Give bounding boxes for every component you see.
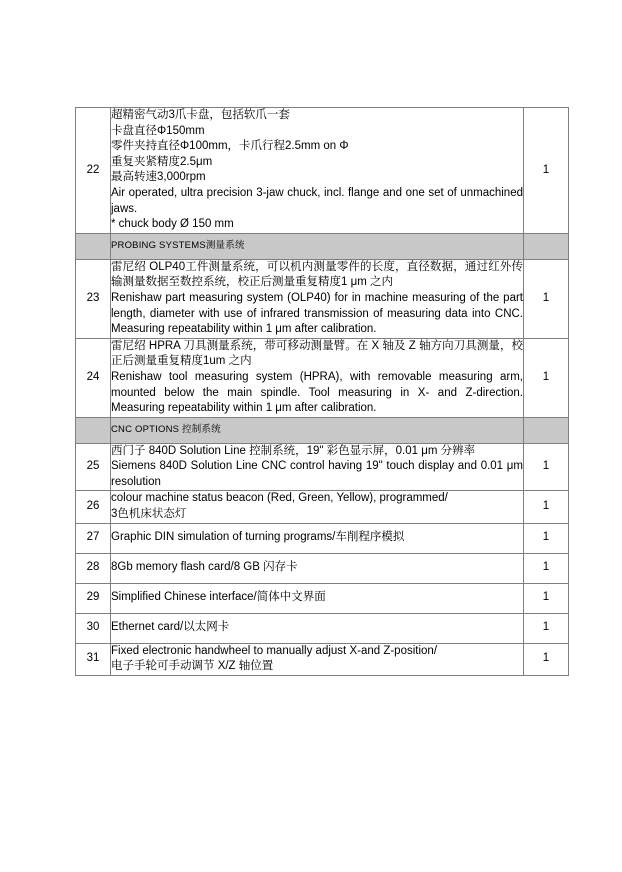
description-line: 雷尼绍 OLP40工件测量系统，可以机内测量零件的长度，直径数据，通过红外传输测量数据至数控系统，校正后测量重复精度1 μm 之内 bbox=[111, 260, 523, 289]
description-line: * chuck body Ø 150 mm bbox=[111, 218, 234, 231]
item-description-cell bbox=[111, 443, 524, 491]
item-row bbox=[76, 443, 569, 491]
item-number-cell: 23 bbox=[76, 259, 111, 338]
item-description-cell bbox=[111, 523, 524, 553]
item-description-cell bbox=[111, 583, 524, 613]
description-line: 最高转速3,000rpm bbox=[111, 171, 206, 184]
description-line: Ethernet card/以太网卡 bbox=[111, 621, 230, 634]
item-number-cell bbox=[76, 417, 111, 443]
item-row bbox=[76, 338, 569, 417]
description-line: 零件夹持直径Φ100mm，卡爪行程2.5mm on Φ bbox=[111, 140, 349, 153]
description-line: 超精密气动3爪卡盘，包括软爪一套 bbox=[111, 109, 290, 121]
description-line: 重复夹紧精度2.5μm bbox=[111, 155, 213, 168]
item-row bbox=[76, 643, 569, 675]
item-number-cell bbox=[76, 233, 111, 259]
item-row bbox=[76, 613, 569, 643]
item-number-cell: 31 bbox=[76, 643, 111, 675]
item-qty-cell bbox=[524, 233, 569, 259]
description-line: Simplified Chinese interface/简体中文界面 bbox=[111, 591, 326, 604]
item-number-cell: 24 bbox=[76, 338, 111, 417]
item-number-cell: 28 bbox=[76, 553, 111, 583]
description-line: 8Gb memory flash card/8 GB 闪存卡 bbox=[111, 561, 298, 574]
description-line: 电子手轮可手动调节 X/Z 轴位置 bbox=[111, 660, 274, 673]
description-line: 3色机床状态灯 bbox=[111, 508, 187, 521]
item-qty-cell: 1 bbox=[524, 108, 569, 234]
description-line: 西门子 840D Solution Line 控制系统，19" 彩色显示屏，0.01 μm 分辨率 bbox=[111, 444, 476, 457]
description-line: Renishaw tool measuring system (HPRA), with removable measuring arm, mounted below the main spindle. Tool measuring in X- and Z-direction. Measuring repeatability within 1 μm after calibration. bbox=[111, 370, 523, 415]
description-line: Graphic DIN simulation of turning programs/车削程序模拟 bbox=[111, 531, 405, 544]
description-line: Fixed electronic handwheel to manually adjust X-and Z-position/ bbox=[111, 644, 438, 657]
description-line: colour machine status beacon (Red, Green, Yellow), programmed/ bbox=[111, 492, 448, 505]
item-description-cell bbox=[111, 491, 524, 523]
item-row bbox=[76, 553, 569, 583]
section-title-cell: PROBING SYSTEMS测量系统 bbox=[111, 233, 524, 259]
spec-table-body bbox=[76, 108, 569, 676]
item-description-cell bbox=[111, 613, 524, 643]
item-description-cell bbox=[111, 553, 524, 583]
description-line: 雷尼绍 HPRA 刀具测量系统，带可移动测量臂。在 X 轴及 Z 轴方向刀具测量，校正后测量重复精度1um 之内 bbox=[111, 339, 523, 368]
item-description-cell bbox=[111, 259, 524, 338]
item-qty-cell: 1 bbox=[524, 523, 569, 553]
section-header-row bbox=[76, 417, 569, 443]
item-qty-cell: 1 bbox=[524, 613, 569, 643]
item-qty-cell: 1 bbox=[524, 259, 569, 338]
item-qty-cell: 1 bbox=[524, 553, 569, 583]
item-number-cell: 22 bbox=[76, 108, 111, 234]
item-description-cell bbox=[111, 643, 524, 675]
item-number-cell: 26 bbox=[76, 491, 111, 523]
section-header-row bbox=[76, 233, 569, 259]
item-qty-cell: 1 bbox=[524, 643, 569, 675]
section-title-cell: CNC OPTIONS 控制系统 bbox=[111, 417, 524, 443]
item-row bbox=[76, 583, 569, 613]
item-number-cell: 25 bbox=[76, 443, 111, 491]
description-line: Air operated, ultra precision 3-jaw chuck, incl. flange and one set of unmachined jaws. bbox=[111, 186, 523, 215]
spec-table bbox=[75, 107, 569, 676]
item-row bbox=[76, 491, 569, 523]
item-qty-cell: 1 bbox=[524, 583, 569, 613]
item-row bbox=[76, 108, 569, 234]
item-description-cell bbox=[111, 338, 524, 417]
item-description-cell bbox=[111, 108, 524, 234]
description-line: 卡盘直径Φ150mm bbox=[111, 124, 205, 137]
description-line: Renishaw part measuring system (OLP40) for in machine measuring of the part length, diameter with use of infrared transmission of measuring data into CNC. Measuring repeatability within 1 μm after calibration. bbox=[111, 291, 523, 336]
item-number-cell: 29 bbox=[76, 583, 111, 613]
item-row bbox=[76, 259, 569, 338]
item-qty-cell: 1 bbox=[524, 443, 569, 491]
item-number-cell: 27 bbox=[76, 523, 111, 553]
item-qty-cell: 1 bbox=[524, 491, 569, 523]
item-row bbox=[76, 523, 569, 553]
item-qty-cell bbox=[524, 417, 569, 443]
description-line: Siemens 840D Solution Line CNC control having 19" touch display and 0.01 μm resolution bbox=[111, 460, 523, 488]
item-number-cell: 30 bbox=[76, 613, 111, 643]
item-qty-cell: 1 bbox=[524, 338, 569, 417]
